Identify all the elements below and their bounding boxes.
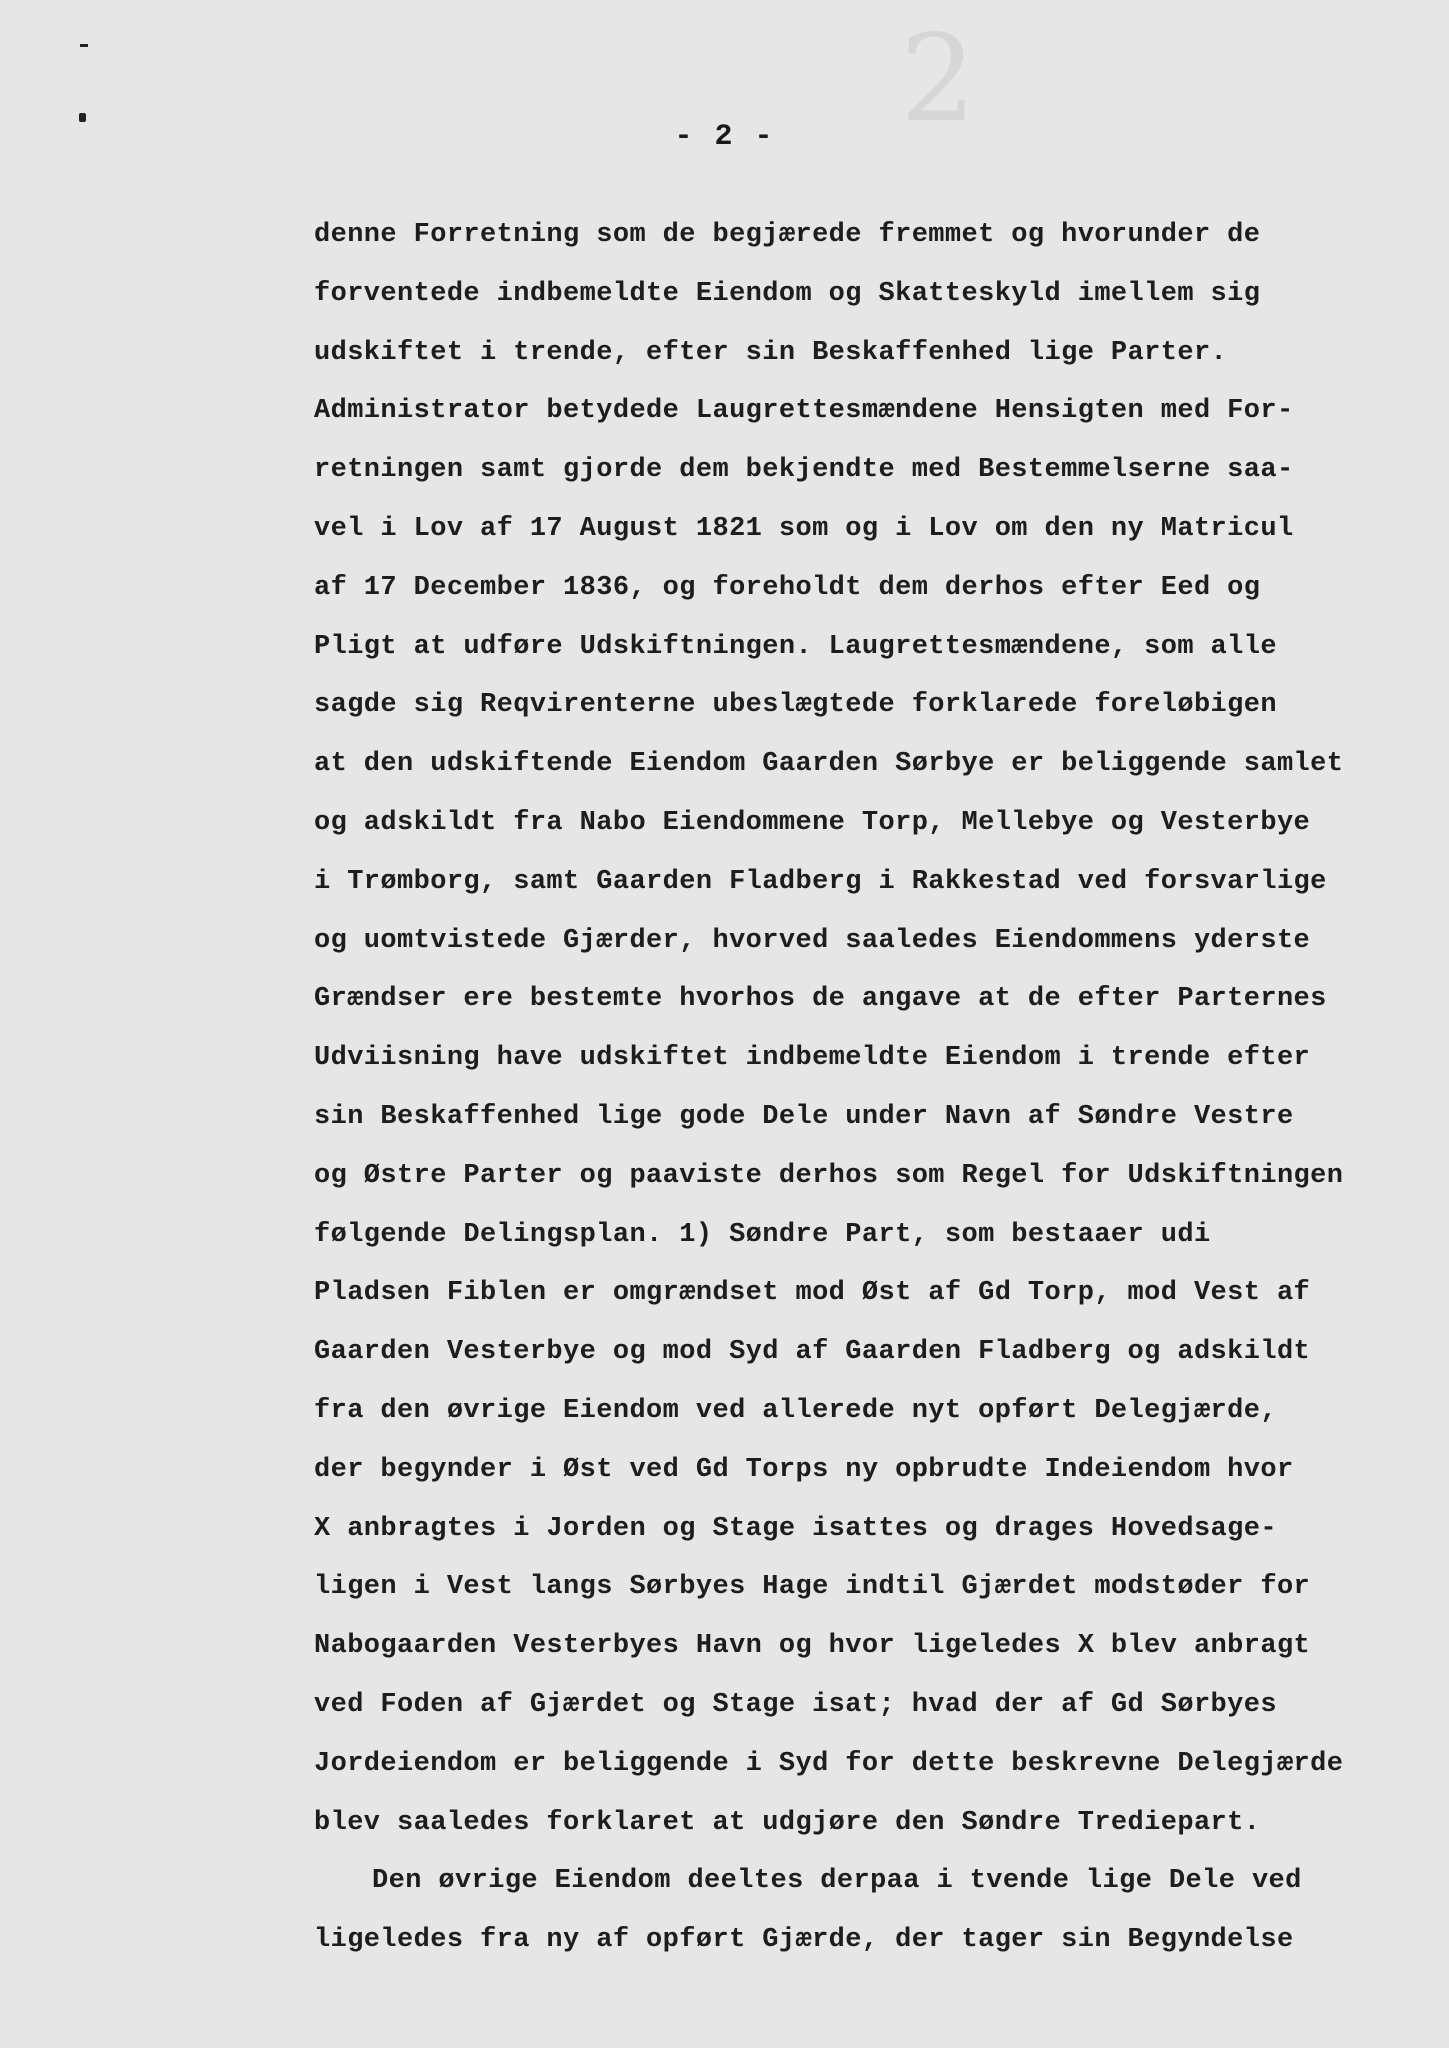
text-line: retningen samt gjorde dem bekjendte med Bestemmelserne saa-: [314, 455, 1294, 486]
text-line: Nabogaarden Vesterbyes Havn og hvor ligeledes X blev anbragt: [314, 1631, 1311, 1662]
text-line: udskiftet i trende, efter sin Beskaffenhed lige Parter.: [314, 337, 1228, 368]
text-line: og Østre Parter og paaviste derhos som Regel for Udskiftningen: [314, 1160, 1344, 1191]
text-line: Pligt at udføre Udskiftningen. Laugrettesmændene, som alle: [314, 631, 1277, 662]
text-line: at den udskiftende Eiendom Gaarden Sørbye er beliggende samlet: [314, 749, 1344, 780]
text-line: og uomtvistede Gjærder, hvorved saaledes Eiendommens yderste: [314, 925, 1311, 956]
text-line: følgende Delingsplan. 1) Søndre Part, som bestaaer udi: [314, 1219, 1211, 1250]
text-line: Udviisning have udskiftet indbemeldte Eiendom i trende efter: [314, 1043, 1311, 1074]
margin-dash: [80, 44, 88, 47]
text-line: af 17 December 1836, og foreholdt dem derhos efter Eed og: [314, 572, 1261, 603]
text-line: ved Foden af Gjærdet og Stage isat; hvad der af Gd Sørbyes: [314, 1689, 1277, 1720]
text-line: Pladsen Fiblen er omgrændset mod Øst af Gd Torp, mod Vest af: [314, 1278, 1311, 1309]
text-line: ligen i Vest langs Sørbyes Hage indtil Gjærdet modstøder for: [314, 1572, 1311, 1603]
text-line: Jordeiendom er beliggende i Syd for dette beskrevne Delegjærde: [314, 1748, 1344, 1779]
text-line: Administrator betydede Laugrettesmændene Hensigten med For-: [314, 396, 1294, 427]
bleed-through-mark: 2: [900, 10, 977, 149]
text-line: Gaarden Vesterbye og mod Syd af Gaarden Fladberg og adskildt: [314, 1337, 1311, 1368]
text-line: og adskildt fra Nabo Eiendommene Torp, Mellebye og Vesterbye: [314, 807, 1311, 838]
page-number: - 2 -: [674, 120, 775, 154]
typed-text-body: [314, 206, 1424, 1970]
text-line: denne Forretning som de begjærede fremmet og hvorunder de: [314, 220, 1261, 250]
text-line: vel i Lov af 17 August 1821 som og i Lov om den ny Matricul: [314, 513, 1294, 544]
text-line: sin Beskaffenhed lige gode Dele under Navn af Søndre Vestre: [314, 1101, 1294, 1132]
text-line: Grændser ere bestemte hvorhos de angave at de efter Parternes: [314, 984, 1327, 1015]
text-line: ligeledes fra ny af opført Gjærde, der tager sin Begyndelse: [314, 1925, 1294, 1956]
text-line: forventede indbemeldte Eiendom og Skatteskyld imellem sig: [314, 278, 1261, 309]
text-line: blev saaledes forklaret at udgjøre den Søndre Trediepart.: [314, 1807, 1261, 1838]
text-line: Den øvrige Eiendom deeltes derpaa i tvende lige Dele ved: [372, 1866, 1302, 1897]
text-line: sagde sig Reqvirenterne ubeslægtede forklarede foreløbigen: [314, 690, 1277, 721]
text-line: fra den øvrige Eiendom ved allerede nyt opført Delegjærde,: [314, 1395, 1277, 1426]
text-line: der begynder i Øst ved Gd Torps ny opbrudte Indeiendom hvor: [314, 1454, 1294, 1485]
text-line: X anbragtes i Jorden og Stage isattes og drages Hovedsage-: [314, 1513, 1277, 1544]
text-line: i Trømborg, samt Gaarden Fladberg i Rakkestad ved forsvarlige: [314, 866, 1327, 897]
